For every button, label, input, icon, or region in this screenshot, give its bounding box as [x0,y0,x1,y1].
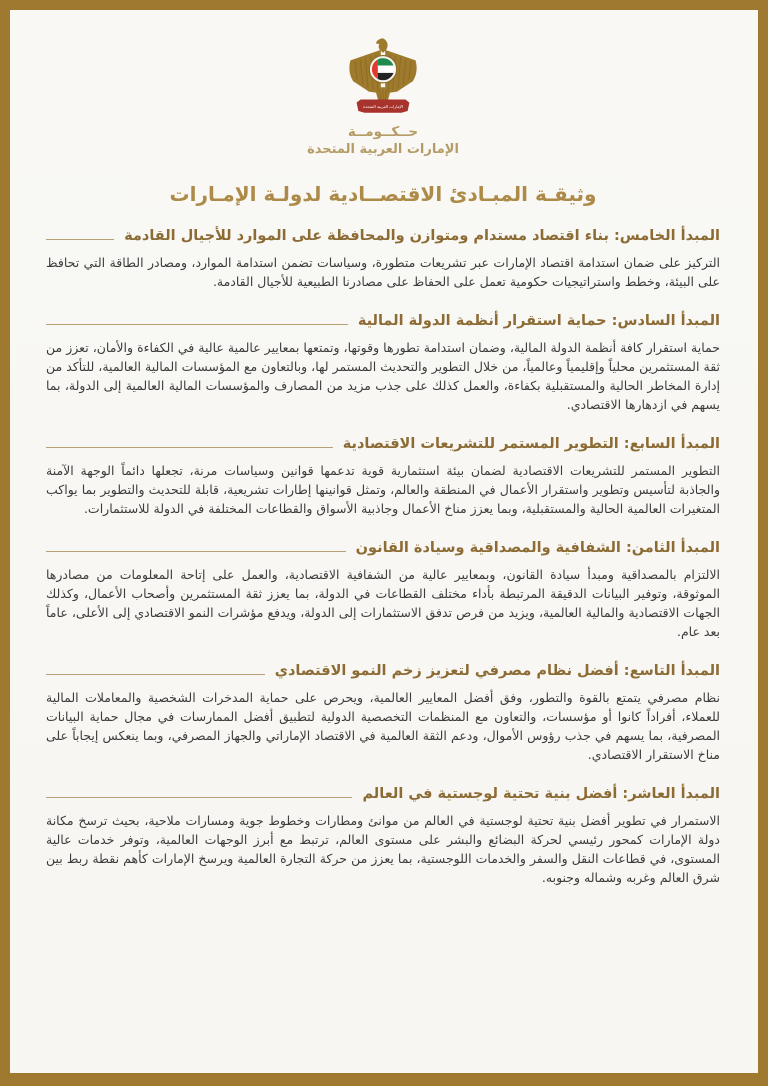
document-page [10,10,758,1073]
principle-section-10 [46,784,720,887]
principle-section-6 [46,311,720,414]
heading-rule [46,239,114,240]
principle-9-heading: المبدأ التاسع: أفضل نظام مصرفي لتعزيز زخم النمو الاقتصادي [274,663,720,679]
government-name: الإمارات العربية المتحدة [307,142,459,157]
heading-rule [46,674,265,675]
principle-10-body: الاستمرار في تطوير أفضل بنية تحتية لوجستية في العالم من موانئ ومطارات وخطوط جوية ومسارات ملاحية، بحيث ترسخ مكانة دولة الإمارات كمحور رئيسي لحركة البضائع والبشر على مستوى العالم، ترتبط مع أبرز الوجهات العالمية، وتوفر خدمات عالية المستوى، في قطاعات النقل والسفر والخدمات اللوجستية، بما يعزز من حركة التجارة العالمية ويرسخ الإمارات كأهم نقطة ربط بين شرق العالم وغربه وشماله وجنوبه. [46,813,720,885]
heading-rule [46,324,348,325]
principle-5-heading: المبدأ الخامس: بناء اقتصاد مستدام ومتوازن والمحافظة على الموارد للأجيال القادمة [124,228,720,244]
principle-10-heading: المبدأ العاشر: أفضل بنية تحتية لوجستية في العالم [362,786,720,802]
principle-section-8 [46,538,720,641]
heading-rule [46,551,346,552]
heading-rule [46,797,352,798]
uae-falcon-emblem-icon [339,36,427,120]
principle-7-body: التطوير المستمر للتشريعات الاقتصادية لضمان بيئة استثمارية قوية تدعمها قوانين وسياسات مرنة، تجعلها دائماً الوجهة الآمنة والجاذبة لتأسيس وتطوير واستقرار الأعمال في المنطقة والعالم، وتمثل قوانينها إطارات تشريعية، قابلة للتحديث والتطوير بما يواكب المتغيرات العالمية الحالية والمستقبلية، وبما يعزز مناخ الأعمال وجاذبية الأسواق والقطاعات المختلفة في الدولة للاستثمارات. [46,463,720,516]
principle-section-9 [46,661,720,764]
principle-6-heading: المبدأ السادس: حماية استقرار أنظمة الدولة المالية [357,313,720,329]
principle-8-body: الالتزام بالمصداقية ومبدأ سيادة القانون، وبمعايير عالية من الشفافية الاقتصادية، والعمل على إتاحة المعلومات من مصادرها الموثوقة، وتوفير البيانات الدقيقة المرتبطة بأداء مختلف القطاعات في الدولة، بما يعزز ثقة المستثمرين وأصحاب الأعمال، وكذلك الجهات الاقتصادية والمالية العالمية، ويزيد من فرص تدفق الاستثمارات إلى الدولة، ويدفع مؤشرات النمو الاقتصادي إلى الأعلى، عاماً بعد عام. [46,567,720,639]
principle-7-heading: المبدأ السابع: التطوير المستمر للتشريعات الاقتصادية [342,436,720,452]
principle-8-heading: المبدأ الثامن: الشفافية والمصداقية وسيادة القانون [355,540,720,556]
page-title: وثيقـة المبـادئ الاقتصــادية لدولـة الإمـارات [169,182,597,206]
principle-5-body: التركيز على ضمان استدامة اقتصاد الإمارات عبر تشريعات متطورة، وسياسات تضمن استدامة الموارد، ومصادر الطاقة التي تحافظ على البيئة، وخطط واستراتيجيات حكومية تعمل على الحفاظ على مصادرنا الطبيعية للأجيال القادمة. [46,255,720,289]
heading-rule [46,447,333,448]
principle-section-7 [46,434,720,518]
government-word: حــكــومــة [347,124,419,140]
principle-section-5 [46,226,720,291]
emblem-banner-text: الإمارات العربية المتحدة [363,104,403,110]
principle-9-body: نظام مصرفي يتمتع بالقوة والتطور، وفق أفضل المعايير العالمية، ويحرص على حماية المدخرات الشخصية والمعاملات المالية للعملاء، أفراداً كانوا أو مؤسسات، والتعاون مع المنظمات التخصصية الدولية لتطبيق أفضل الممارسات في مجال حماية البيانات المصرفية، بما يسهم في جذب رؤوس الأموال، ودعم الثقة العالمية في الاقتصاد الإماراتي والجهاز المصرفي، وبما ينعكس إيجاباً على مناخ الاستقرار الاقتصادي. [46,690,720,762]
principle-6-body: حماية استقرار كافة أنظمة الدولة المالية، وضمان استدامة تطورها وقوتها، وتمتعها بمعايير عالمية عالية في الكفاءة والأمان، تعزز من ثقة المستثمرين محلياً وإقليمياً وعالمياً، من خلال التطوير والتحديث المستمر لها، وبالتعاون مع المؤسسات المالية العالمية، للتأكد من إدارة المخاطر الحالية والمستقبلية بكفاءة، والعمل كذلك على جذب مزيد من المصارف والمؤسسات المالية العالمية إلى الدولة، بما يسهم في ازدهارها الاقتصادي. [46,340,720,412]
header-emblem-block [46,36,720,158]
